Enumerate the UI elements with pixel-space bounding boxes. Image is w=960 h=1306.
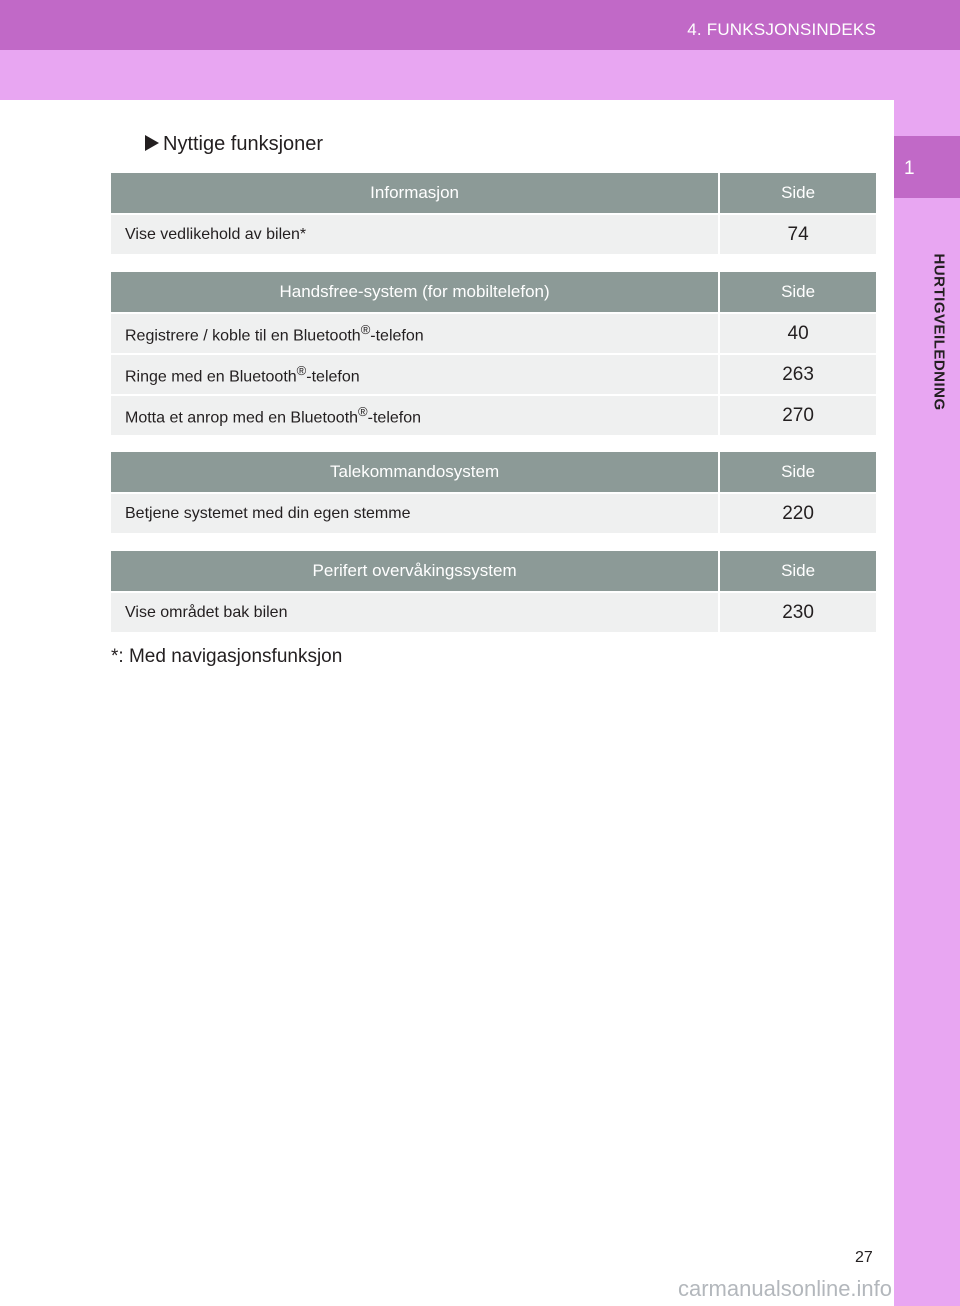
chapter-sidebar xyxy=(894,100,960,1306)
row-text xyxy=(111,313,719,354)
column-header-page: Side xyxy=(719,452,876,493)
footnote: *: Med navigasjonsfunksjon xyxy=(111,646,343,667)
table-header-row xyxy=(111,551,876,592)
top-header-bar xyxy=(0,0,960,50)
column-header-topic: Talekommandosystem xyxy=(111,452,719,493)
row-text: Betjene systemet med din egen stemme xyxy=(111,493,719,533)
table-row xyxy=(111,354,876,395)
row-page[interactable]: 270 xyxy=(719,395,876,435)
table-row xyxy=(111,214,876,254)
table-row xyxy=(111,493,876,533)
column-header-page: Side xyxy=(719,272,876,313)
column-header-page: Side xyxy=(719,173,876,214)
table-header-row xyxy=(111,173,876,214)
triangle-bullet-icon xyxy=(145,135,159,151)
voice-command-table xyxy=(111,452,876,533)
table-header-row xyxy=(111,272,876,313)
chapter-number: 1 xyxy=(904,158,915,179)
row-text-main: Registrere / koble til en Bluetooth xyxy=(125,327,361,345)
row-page[interactable]: 220 xyxy=(719,493,876,533)
heading-text: Nyttige funksjoner xyxy=(163,133,324,155)
page-number: 27 xyxy=(855,1249,873,1266)
table-row xyxy=(111,395,876,435)
section-title: 4. FUNKSJONSINDEKS xyxy=(687,20,876,39)
handsfree-table xyxy=(111,272,876,435)
row-text xyxy=(111,354,719,395)
header-band xyxy=(0,50,960,100)
row-text: Vise vedlikehold av bilen* xyxy=(111,214,719,254)
watermark: carmanualsonline.info xyxy=(678,1276,893,1301)
row-page[interactable]: 74 xyxy=(719,214,876,254)
row-text xyxy=(111,395,719,435)
section-heading xyxy=(145,133,323,156)
table-row xyxy=(111,592,876,632)
row-text-main: Motta et anrop med en Bluetooth xyxy=(125,409,359,427)
info-table xyxy=(111,173,876,254)
column-header-topic: Perifert overvåkingssystem xyxy=(111,551,719,592)
row-text-main: Ringe med en Bluetooth xyxy=(125,368,297,386)
table-row xyxy=(111,313,876,354)
registered-mark: ® xyxy=(358,403,368,419)
row-page[interactable]: 40 xyxy=(719,313,876,354)
registered-mark: ® xyxy=(296,362,307,378)
row-page[interactable]: 230 xyxy=(719,592,876,632)
row-text: Vise området bak bilen xyxy=(111,592,719,632)
chapter-tab[interactable] xyxy=(894,136,960,198)
column-header-topic: Handsfree-system (for mobiltelefon) xyxy=(111,272,719,313)
monitor-table xyxy=(111,551,876,632)
column-header-topic: Informasjon xyxy=(111,173,719,214)
column-header-page: Side xyxy=(719,551,876,592)
row-text-suffix: -telefon xyxy=(306,368,360,386)
chapter-label: HURTIGVEILEDNING xyxy=(930,253,948,411)
row-page[interactable]: 263 xyxy=(719,354,876,395)
row-text-suffix: -telefon xyxy=(370,327,424,345)
row-text-suffix: -telefon xyxy=(367,409,422,427)
registered-mark: ® xyxy=(360,321,371,337)
table-header-row xyxy=(111,452,876,493)
